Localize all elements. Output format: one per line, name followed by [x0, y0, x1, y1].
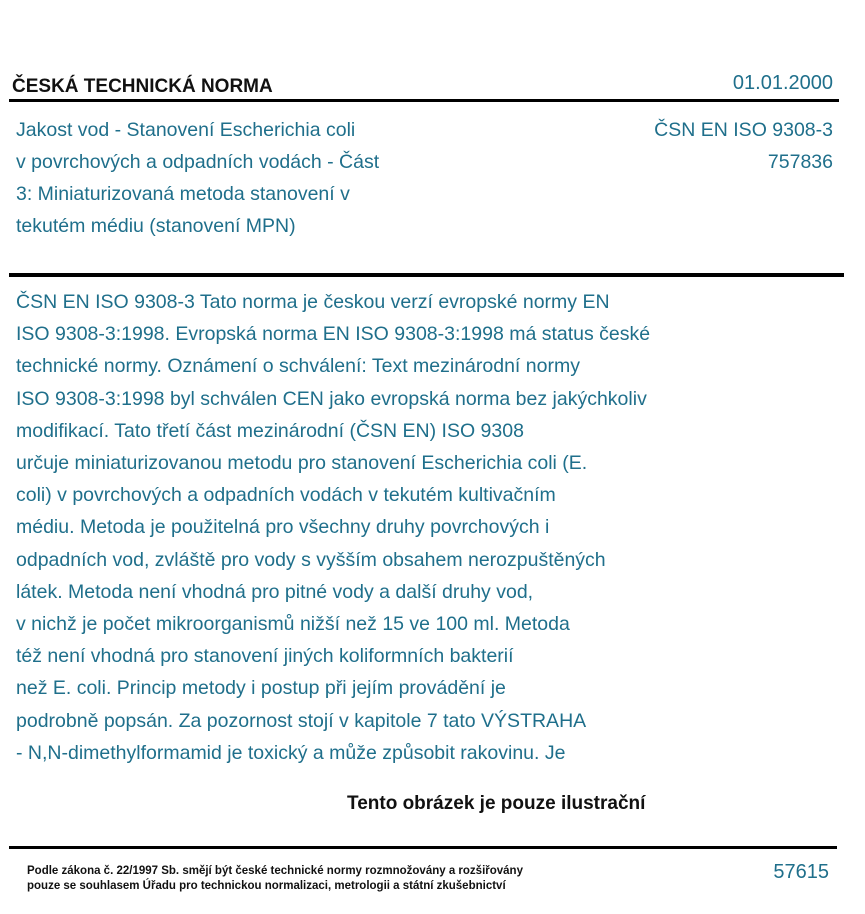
abstract-line: modifikací. Tato třetí část mezinárodní (ČSN EN) ISO 9308: [16, 419, 524, 442]
abstract-line: coli) v povrchových a odpadních vodách v tekutém kultivačním: [16, 484, 556, 507]
abstract-line: látek. Metoda není vhodná pro pitné vody a další druhy vod,: [16, 580, 534, 603]
catalog-number: 757836: [767, 151, 833, 173]
header-date: 01.01.2000: [732, 72, 833, 94]
footer-rule: [9, 846, 837, 849]
section-rule: [9, 273, 844, 277]
footer-legal-line: pouze se souhlasem Úřadu pro technickou normalizaci, metrologii a státní zkušebnictví: [27, 880, 506, 892]
footer-legal-line: Podle zákona č. 22/1997 Sb. smějí být české technické normy rozmnožovány a rozšiřovány: [27, 865, 523, 877]
abstract-line: též není vhodná pro stanovení jiných koliformních bakterií: [16, 645, 514, 668]
standard-code: ČSN EN ISO 9308-3: [654, 119, 833, 141]
abstract-text: [16, 286, 746, 769]
header-title: ČESKÁ TECHNICKÁ NORMA: [12, 76, 273, 97]
abstract-line: ISO 9308-3:1998. Evropská norma EN ISO 9308-3:1998 má status české: [16, 323, 651, 346]
abstract-line: ČSN EN ISO 9308-3 Tato norma je českou verzí evropské normy EN: [16, 291, 610, 313]
abstract-line: podrobně popsán. Za pozornost stojí v kapitole 7 tato VÝSTRAHA: [16, 709, 587, 732]
footer-legal-notice: [27, 864, 523, 894]
abstract-line: ISO 9308-3:1998 byl schválen CEN jako evropská norma bez jakýchkoliv: [16, 387, 647, 410]
document-title: [16, 114, 436, 242]
header-rule: [9, 99, 839, 102]
document-title-line: tekutém médiu (stanovení MPN): [16, 215, 296, 237]
footer-number: 57615: [773, 861, 829, 883]
document-title-line: 3: Miniaturizovaná metoda stanovení v: [16, 183, 350, 205]
abstract-line: médiu. Metoda je použitelná pro všechny druhy povrchových i: [16, 516, 550, 539]
abstract-line: než E. coli. Princip metody i postup při jejím provádění je: [16, 677, 506, 700]
abstract-line: - N,N-dimethylformamid je toxický a může způsobit rakovinu. Je: [16, 741, 566, 764]
abstract-line: v nichž je počet mikroorganismů nižší než 15 ve 100 ml. Metoda: [16, 613, 570, 636]
abstract-line: určuje miniaturizovanou metodu pro stanovení Escherichia coli (E.: [16, 452, 588, 475]
abstract-line: odpadních vod, zvláště pro vody s vyšším obsahem nerozpuštěných: [16, 548, 606, 571]
document-title-line: v povrchových a odpadních vodách - Část: [16, 151, 380, 173]
abstract-line: technické normy. Oznámení o schválení: Text mezinárodní normy: [16, 355, 580, 378]
document-identifiers: [654, 114, 833, 178]
document-title-line: Jakost vod - Stanovení Escherichia coli: [16, 119, 356, 141]
illustration-note: Tento obrázek je pouze ilustrační: [347, 793, 646, 814]
